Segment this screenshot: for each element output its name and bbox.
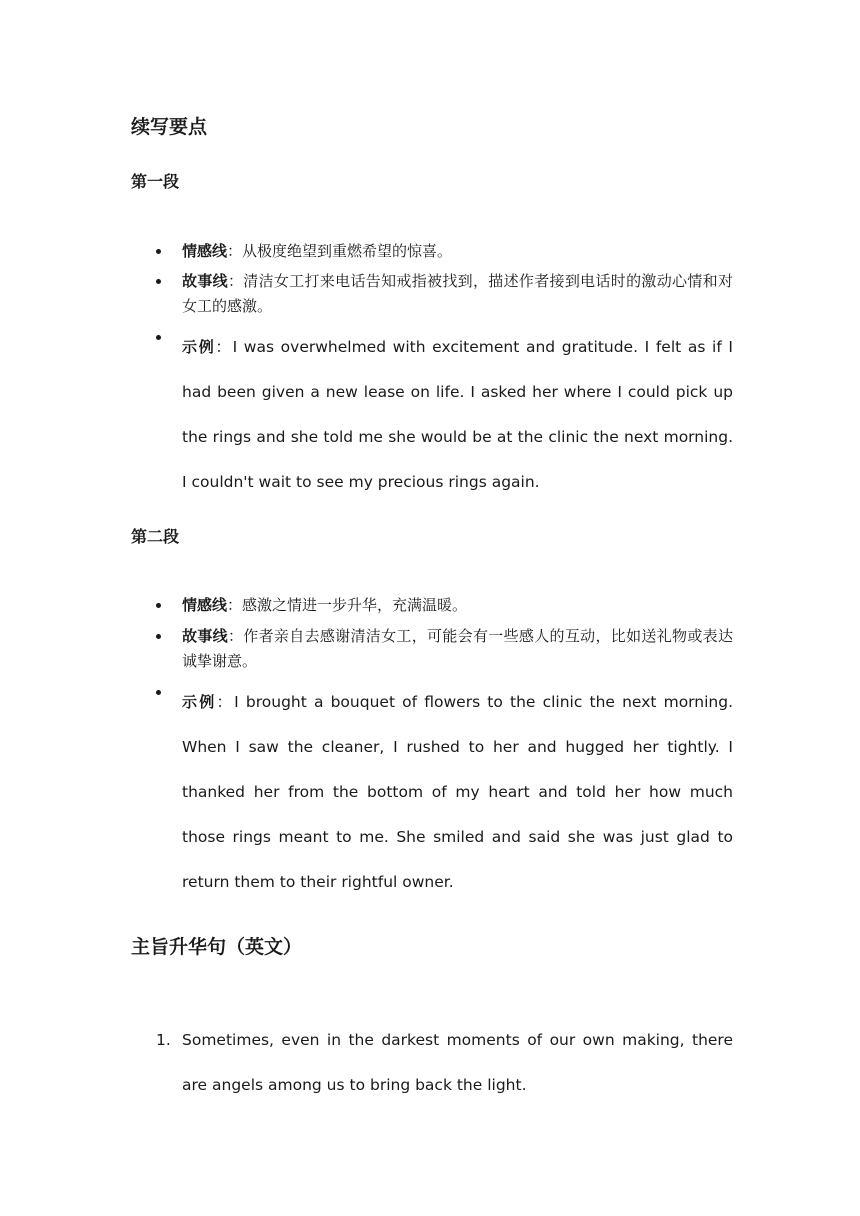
section-1-example-item: [182, 325, 733, 505]
theme-item-1-text: Sometimes, even in the darkest moments of our own making, there are angels among us to bring back the light.: [182, 1031, 733, 1094]
section-2-story-label: 故事线: [182, 627, 228, 645]
section-2-example-item: [182, 680, 733, 905]
section-1-story-label: 故事线: [182, 272, 228, 290]
section-1-story-item: [182, 269, 733, 319]
section-1-emotion-label: 情感线: [182, 242, 228, 260]
section-2-heading: 第二段: [131, 527, 180, 546]
theme-heading: 主旨升华句（英文）: [131, 936, 303, 958]
section-1-emotion-text: ：从极度绝望到重燃希望的惊喜。: [227, 242, 453, 260]
section-2-emotion-text: ：感激之情进一步升华，充满温暖。: [227, 596, 468, 614]
section-2-example-label: 示例: [182, 693, 217, 711]
section-1-emotion-item: [182, 239, 733, 264]
theme-item-1-number: 1.: [156, 1031, 171, 1049]
document-title: 续写要点: [131, 116, 208, 138]
section-1-story-text: ：清洁女工打来电话告知戒指被找到，描述作者接到电话时的激动心情和对女工的感激。: [182, 272, 733, 315]
section-2-emotion-item: [182, 593, 733, 618]
section-1-heading: 第一段: [131, 172, 180, 191]
theme-item-1: [156, 1018, 733, 1108]
section-2-story-text: ：作者亲自去感谢清洁女工，可能会有一些感人的互动，比如送礼物或表达诚挚谢意。: [182, 627, 733, 670]
section-1-example-text: ：I was overwhelmed with excitement and gratitude. I felt as if I had been given a new lease on life. I asked her where I could pick up the rings and she told me she would be at the clinic the next morning. I couldn't wait to see my precious rings again.: [182, 338, 733, 491]
section-2-example-text: ：I brought a bouquet of flowers to the clinic the next morning. When I saw the cleaner, I rushed to her and hugged her tightly. I thanked her from the bottom of my heart and told her how much those rings meant to me. She smiled and said she was just glad to return them to their rightful owner.: [182, 693, 733, 891]
section-1-example-label: 示例: [182, 338, 216, 356]
section-2-story-item: [182, 624, 733, 674]
section-2-emotion-label: 情感线: [182, 596, 228, 614]
